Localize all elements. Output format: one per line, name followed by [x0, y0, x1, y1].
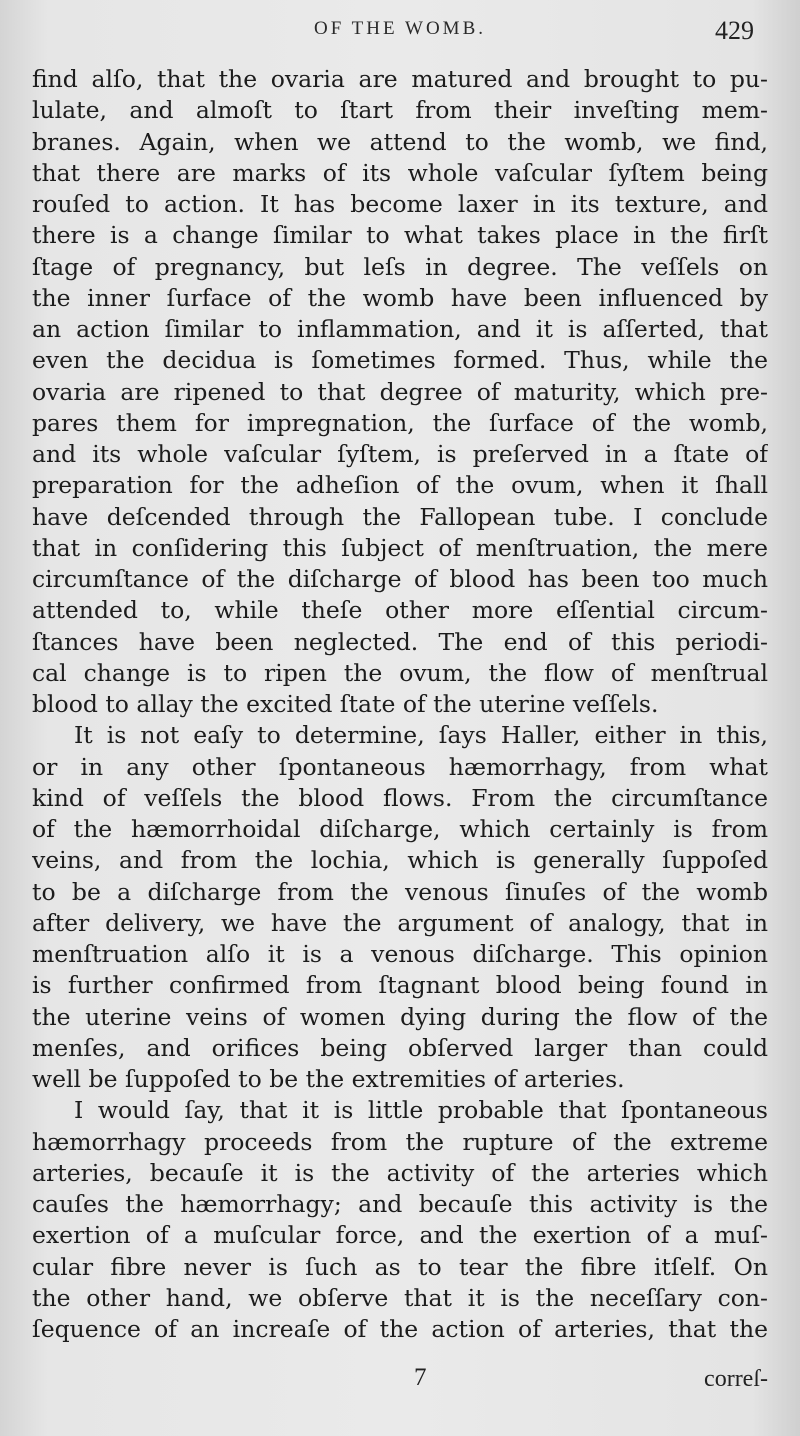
- text-line: the uterine veins of women dying during the flow of the: [32, 1002, 768, 1031]
- text-line: rouſed to action. It has become laxer in its texture, and: [32, 190, 768, 218]
- page-number: 429: [715, 16, 754, 45]
- text-line: find alſo, that the ovaria are matured and brought to pu-: [32, 65, 768, 93]
- text-line: the other hand, we obſerve that it is the neceſſary con-: [32, 1283, 768, 1312]
- text-line: preparation for the adheſion of the ovum, when it ſhall: [32, 471, 768, 500]
- text-line: to be a diſcharge from the venous ſinuſes of the womb: [32, 877, 768, 906]
- text-line: It is not eaſy to determine, ſays Haller, either in this,: [74, 721, 768, 750]
- text-line: or in any other ſpontaneous hæmorrhagy, from what: [32, 752, 768, 781]
- text-line: cal change is to ripen the ovum, the flow of menſtrual: [32, 658, 768, 687]
- text-line: kind of veſſels the blood flows. From the circumſtance: [32, 783, 768, 812]
- text-line: cular fibre never is ſuch as to tear the fibre itſelf. On: [32, 1252, 768, 1281]
- text-line: pares them for impregnation, the ſurface of the womb,: [32, 408, 768, 437]
- text-line: that there are marks of its whole vaſcular ſyſtem being: [32, 158, 768, 187]
- text-line: after delivery, we have the argument of analogy, that in: [32, 908, 768, 937]
- text-line: circumſtance of the diſcharge of blood has been too much: [32, 565, 768, 593]
- text-line: veins, and from the lochia, which is generally ſuppoſed: [32, 846, 768, 875]
- signature-mark: 7: [414, 1364, 427, 1391]
- text-line: hæmorrhagy proceeds from the rupture of the extreme: [32, 1127, 768, 1156]
- text-line: even the decidua is ſometimes formed. Thus, while the: [32, 346, 768, 375]
- text-line: an action ſimilar to inflammation, and it is aſſerted, that: [32, 315, 768, 343]
- text-line: lulate, and almoſt to ſtart from their inveſting mem-: [32, 96, 768, 125]
- text-line: and its whole vaſcular ſyſtem, is preſerved in a ſtate of: [32, 440, 768, 468]
- text-line: menſtruation alſo it is a venous diſcharge. This opinion: [32, 940, 768, 968]
- text-line: arteries, becauſe it is the activity of the arteries which: [32, 1158, 768, 1187]
- text-line: exertion of a muſcular force, and the exertion of a muſ-: [32, 1221, 768, 1250]
- text-line: menſes, and orifices being obſerved larger than could: [32, 1033, 768, 1062]
- text-line: ſtances have been neglected. The end of this periodi-: [32, 627, 768, 656]
- text-line: cauſes the hæmorrhagy; and becauſe this activity is the: [32, 1190, 768, 1218]
- text-line: attended to, while theſe other more eſſential circum-: [32, 596, 768, 625]
- text-line: well be ſuppoſed to be the extremities of arteries.: [32, 1065, 625, 1093]
- catchword: correſ-: [704, 1366, 768, 1392]
- text-line: branes. Again, when we attend to the womb, we find,: [32, 127, 768, 156]
- text-line: is further confirmed from ſtagnant blood being found in: [32, 971, 768, 1000]
- page-title: OF THE WOMB.: [313, 18, 486, 39]
- text-line: of the hæmorrhoidal diſcharge, which certainly is from: [32, 815, 768, 843]
- text-line: ſequence of an increaſe of the action of arteries, that the: [32, 1315, 768, 1343]
- text-line: have deſcended through the Fallopean tube. I conclude: [32, 502, 768, 531]
- text-line: there is a change ſimilar to what takes place in the firſt: [32, 221, 768, 250]
- text-line: ovaria are ripened to that degree of maturity, which pre-: [32, 377, 768, 406]
- text-line: I would ſay, that it is little probable that ſpontaneous: [74, 1096, 768, 1125]
- text-line: that in conſidering this ſubject of menſtruation, the mere: [32, 533, 768, 562]
- body-text: [32, 64, 768, 1345]
- text-line: the inner ſurface of the womb have been influenced by: [32, 283, 768, 312]
- text-line: ſtage of pregnancy, but leſs in degree. The veſſels on: [32, 252, 768, 281]
- text-line: blood to allay the excited ſtate of the uterine veſſels.: [32, 690, 659, 718]
- running-head: [0, 18, 800, 48]
